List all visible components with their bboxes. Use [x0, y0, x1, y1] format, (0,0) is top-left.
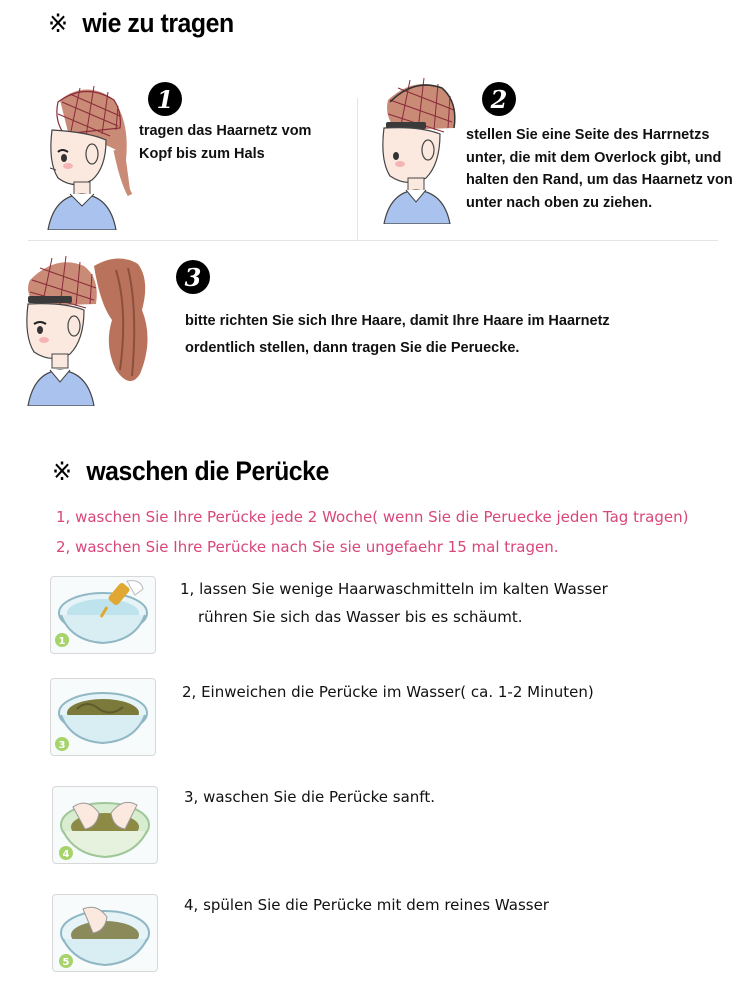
wash-step-1-line-1: 1, lassen Sie wenige Haarwaschmitteln im kalten Wasser: [180, 580, 608, 598]
wash-note-2: 2, waschen Sie Ihre Perücke nach Sie sie ungefaehr 15 mal tragen.: [56, 538, 559, 556]
wash-badge-1: 1: [58, 636, 66, 647]
girl-hairnet-step1-illustration: [30, 80, 135, 230]
grid-divider-horizontal: [28, 240, 718, 241]
section-title-wash-text: waschen die Perücke: [86, 456, 329, 486]
wash-step-1-line-2: rühren Sie sich das Wasser bis es schäumt.: [198, 608, 523, 626]
wash-badge-3: 4: [62, 849, 70, 860]
wash-step-3-text: 3, waschen Sie die Perücke sanft.: [184, 788, 435, 806]
section-title-wear-text: wie zu tragen: [82, 8, 234, 38]
wear-step-1-text: tragen das Haarnetz vom Kopf bis zum Hals: [139, 123, 312, 162]
reference-mark-icon: ※: [52, 456, 72, 486]
section-title-wear: [48, 8, 234, 39]
grid-divider-vertical: [357, 98, 358, 240]
section-title-wash: [52, 456, 329, 487]
wear-step-2-text: stellen Sie eine Seite des Harrnetzs unter, die mit dem Overlock gibt, und halten den Rand, um das Haarnetz von unter nach oben zu ziehen.: [466, 127, 733, 211]
wash-step-3-image: [52, 786, 158, 864]
wash-badge-2: 3: [58, 740, 66, 751]
wash-badge-4: 5: [62, 957, 70, 968]
wash-step-2-text: 2, Einweichen die Perücke im Wasser( ca. 1-2 Minuten): [182, 683, 594, 701]
step-number-3: 3: [176, 260, 210, 294]
girl-wig-step3-illustration: [20, 250, 170, 406]
wash-note-1: 1, waschen Sie Ihre Perücke jede 2 Woche( wenn Sie die Peruecke jeden Tag tragen): [56, 508, 689, 526]
wear-step-3-text: bitte richten Sie sich Ihre Haare, damit Ihre Haare im Haarnetz ordentlich stellen, dann tragen Sie die Peruecke.: [185, 313, 610, 356]
wash-step-4-image: [52, 894, 158, 972]
girl-hairnet-step2-illustration: [370, 74, 465, 224]
wash-step-2-image: [50, 678, 156, 756]
wash-step-4-text: 4, spülen Sie die Perücke mit dem reines Wasser: [184, 896, 549, 914]
step-number-1: 1: [148, 82, 182, 116]
wash-step-1-image: [50, 576, 156, 654]
reference-mark-icon: ※: [48, 8, 68, 38]
step-number-2: 2: [482, 82, 516, 116]
